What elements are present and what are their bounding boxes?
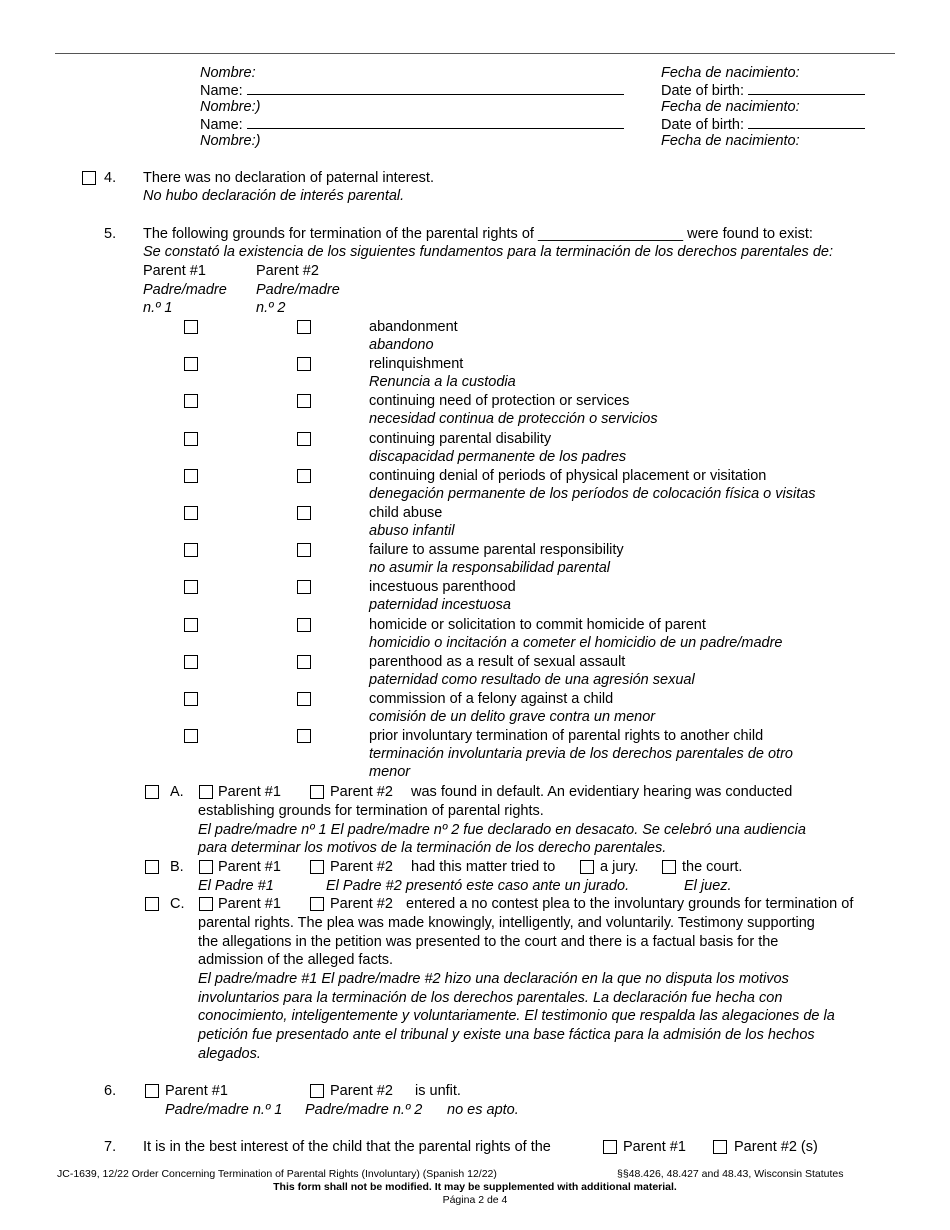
- jury-label: a jury.: [600, 859, 639, 875]
- ground-label-es: denegación permanente de los períodos de colocación física o visitas: [369, 486, 816, 502]
- ground-label: commission of a felony against a child: [369, 691, 614, 707]
- ground-label: prior involuntary termination of parental rights to another child: [369, 728, 764, 744]
- ground-parent2-checkbox[interactable]: [297, 618, 311, 632]
- option-c-text-3: the allegations in the petition was presented to the court and there is a factual basis for the: [198, 934, 779, 950]
- footer-page: Página 2 de 4: [442, 1194, 508, 1206]
- item6-es-p2: Padre/madre n.º 2: [305, 1102, 423, 1118]
- item4-checkbox[interactable]: [82, 171, 96, 185]
- ground-label-es: abandono: [369, 337, 434, 353]
- option-a-parent2-label: Parent #2: [330, 784, 393, 800]
- option-a-text: was found in default. An evidentiary hearing was conducted: [411, 784, 793, 800]
- ground-label: child abuse: [369, 505, 443, 521]
- ground-parent2-checkbox[interactable]: [297, 543, 311, 557]
- footer-form-id: JC-1639, 12/22 Order Concerning Termination of Parental Rights (Involuntary) (Spanish 12/22): [57, 1168, 497, 1180]
- option-c-text-es-3: conocimiento, inteligentemente y voluntariamente. El testimonio que respalda las alegaciones de la: [198, 1008, 835, 1024]
- ground-parent2-checkbox[interactable]: [297, 655, 311, 669]
- option-b-parent2-checkbox[interactable]: [310, 860, 324, 874]
- option-b-es-judge: El juez.: [684, 878, 732, 894]
- ground-label: continuing denial of periods of physical placement or visitation: [369, 468, 767, 484]
- dob-label-2: Date of birth:: [661, 81, 865, 100]
- option-a-parent1-label: Parent #1: [218, 784, 281, 800]
- option-a-checkbox[interactable]: [145, 785, 159, 799]
- item5-text-es: Se constató la existencia de los siguientes fundamentos para la terminación de los derechos parentales de:: [143, 244, 833, 260]
- option-b-es-p2: El Padre #2 presentó este caso ante un jurado.: [326, 878, 630, 894]
- item7-parent2-checkbox[interactable]: [713, 1140, 727, 1154]
- item4-text-es: No hubo declaración de interés parental.: [143, 188, 405, 204]
- ground-label-es: paternidad como resultado de una agresión sexual: [369, 672, 695, 688]
- ground-label-es: abuso infantil: [369, 523, 455, 539]
- ground-label: homicide or solicitation to commit homicide of parent: [369, 617, 706, 633]
- item4-text: There was no declaration of paternal interest.: [143, 170, 434, 186]
- option-a-parent2-checkbox[interactable]: [310, 785, 324, 799]
- option-b-parent1-checkbox[interactable]: [199, 860, 213, 874]
- ground-label: parenthood as a result of sexual assault: [369, 654, 626, 670]
- ground-parent1-checkbox[interactable]: [184, 357, 198, 371]
- ground-parent2-checkbox[interactable]: [297, 394, 311, 408]
- item6-es-text: no es apto.: [447, 1102, 519, 1118]
- option-c-text-es-5: alegados.: [198, 1046, 261, 1062]
- court-label: the court.: [682, 859, 743, 875]
- item6-parent1-checkbox[interactable]: [145, 1084, 159, 1098]
- fecha-label-2: Fecha de nacimiento:: [661, 99, 800, 115]
- option-c-text-es-2: involuntarios para la terminación de los derechos parentales. La declaración fue hecha con: [198, 990, 783, 1006]
- item6-es-p1: Padre/madre n.º 1: [165, 1102, 283, 1118]
- ground-parent1-checkbox[interactable]: [184, 543, 198, 557]
- item6-parent2-label: Parent #2: [330, 1083, 393, 1099]
- col1-header-es-num: n.º 1: [143, 300, 173, 316]
- option-b-checkbox[interactable]: [145, 860, 159, 874]
- col2-header-es-num: n.º 2: [256, 300, 286, 316]
- item6-text: is unfit.: [415, 1083, 461, 1099]
- ground-parent1-checkbox[interactable]: [184, 729, 198, 743]
- ground-label: failure to assume parental responsibility: [369, 542, 624, 558]
- col1-header: Parent #1: [143, 263, 206, 279]
- col2-header-es: Padre/madre: [256, 282, 340, 298]
- jury-checkbox[interactable]: [580, 860, 594, 874]
- footer-statutes: §§48.426, 48.427 and 48.43, Wisconsin Statutes: [617, 1168, 844, 1180]
- option-b-text: had this matter tried to: [411, 859, 556, 875]
- ground-parent1-checkbox[interactable]: [184, 692, 198, 706]
- option-a-text-2: establishing grounds for termination of parental rights.: [198, 803, 544, 819]
- option-c-parent2-checkbox[interactable]: [310, 897, 324, 911]
- name-field-2[interactable]: [247, 81, 624, 95]
- ground-label: relinquishment: [369, 356, 464, 372]
- ground-label-es: no asumir la responsabilidad parental: [369, 560, 611, 576]
- ground-parent1-checkbox[interactable]: [184, 320, 198, 334]
- dob-field-3[interactable]: [748, 115, 865, 129]
- item6-parent1-label: Parent #1: [165, 1083, 228, 1099]
- item6-number: 6.: [104, 1083, 117, 1099]
- option-c-parent1-label: Parent #1: [218, 896, 281, 912]
- option-c-text-es-1: El padre/madre #1 El padre/madre #2 hizo una declaración en la que no disputa los motivos: [198, 971, 789, 987]
- ground-parent2-checkbox[interactable]: [297, 506, 311, 520]
- ground-label-es: comisión de un delito grave contra un menor: [369, 709, 656, 725]
- option-c-text: entered a no contest plea to the involuntary grounds for termination of: [406, 896, 854, 912]
- nombre-label-3: Nombre:): [200, 133, 261, 149]
- item5-text: The following grounds for termination of the parental rights of __________________ were found to exist:: [143, 226, 813, 242]
- ground-label: continuing parental disability: [369, 431, 552, 447]
- item7-parent1-checkbox[interactable]: [603, 1140, 617, 1154]
- option-b-parent2-label: Parent #2: [330, 859, 393, 875]
- option-b-parent1-label: Parent #1: [218, 859, 281, 875]
- ground-label-es: homicidio o incitación a cometer el homicidio de un padre/madre: [369, 635, 783, 651]
- option-c-letter: C.: [170, 896, 185, 912]
- footer-notice: This form shall not be modified. It may be supplemented with additional material.: [273, 1181, 677, 1193]
- fecha-label-1: Fecha de nacimiento:: [661, 65, 800, 81]
- name-label-3: Name:: [200, 115, 624, 134]
- ground-label-es: discapacidad permanente de los padres: [369, 449, 627, 465]
- ground-label-es-cont: menor: [369, 764, 411, 780]
- option-b-letter: B.: [170, 859, 184, 875]
- item7-parent1-label: Parent #1: [623, 1139, 686, 1155]
- ground-label-es: terminación involuntaria previa de los derechos parentales de otro: [369, 746, 793, 762]
- ground-label-es: necesidad continua de protección o servicios: [369, 411, 658, 427]
- ground-parent2-checkbox[interactable]: [297, 580, 311, 594]
- item7-parent2-label: Parent #2 (s): [734, 1139, 818, 1155]
- ground-parent2-checkbox[interactable]: [297, 469, 311, 483]
- option-c-checkbox[interactable]: [145, 897, 159, 911]
- option-c-text-2: parental rights. The plea was made knowingly, intelligently, and voluntarily. Testimony supporting: [198, 915, 815, 931]
- top-rule: [55, 53, 895, 54]
- court-checkbox[interactable]: [662, 860, 676, 874]
- ground-parent2-checkbox[interactable]: [297, 320, 311, 334]
- item5-blank[interactable]: __________________: [537, 226, 684, 242]
- ground-label-es: Renuncia a la custodia: [369, 374, 516, 390]
- option-c-text-es-4: petición fue presentado ante el tribunal y existe una base fáctica para la admisión de los hechos: [198, 1027, 815, 1043]
- ground-parent1-checkbox[interactable]: [184, 432, 198, 446]
- ground-parent1-checkbox[interactable]: [184, 618, 198, 632]
- option-a-parent1-checkbox[interactable]: [199, 785, 213, 799]
- ground-label-es: paternidad incestuosa: [369, 597, 511, 613]
- option-a-letter: A.: [170, 784, 184, 800]
- dob-field-2[interactable]: [748, 81, 865, 95]
- option-a-text-es: El padre/madre nº 1 El padre/madre nº 2 fue declarado en desacato. Se celebró una audiencia: [198, 822, 806, 838]
- ground-label: incestuous parenthood: [369, 579, 516, 595]
- option-a-text-es-2: para determinar los motivos de la terminación de los derecho parentales.: [198, 840, 667, 856]
- item4-number: 4.: [104, 170, 117, 186]
- name-label-2: Name:: [200, 81, 624, 100]
- ground-parent1-checkbox[interactable]: [184, 580, 198, 594]
- ground-parent2-checkbox[interactable]: [297, 692, 311, 706]
- item7-text: It is in the best interest of the child that the parental rights of the: [143, 1139, 551, 1155]
- option-c-text-4: admission of the alleged facts.: [198, 952, 394, 968]
- nombre-label-1: Nombre:: [200, 65, 256, 81]
- dob-label-3: Date of birth:: [661, 115, 865, 134]
- option-c-parent1-checkbox[interactable]: [199, 897, 213, 911]
- col1-header-es: Padre/madre: [143, 282, 227, 298]
- option-c-parent2-label: Parent #2: [330, 896, 393, 912]
- nombre-label-2: Nombre:): [200, 99, 261, 115]
- item7-number: 7.: [104, 1139, 117, 1155]
- item5-number: 5.: [104, 226, 117, 242]
- ground-parent2-checkbox[interactable]: [297, 357, 311, 371]
- col2-header: Parent #2: [256, 263, 319, 279]
- ground-label: abandonment: [369, 319, 458, 335]
- name-field-3[interactable]: [247, 115, 624, 129]
- fecha-label-3: Fecha de nacimiento:: [661, 133, 800, 149]
- ground-parent1-checkbox[interactable]: [184, 655, 198, 669]
- option-b-es-p1: El Padre #1: [198, 878, 274, 894]
- item6-parent2-checkbox[interactable]: [310, 1084, 324, 1098]
- ground-label: continuing need of protection or services: [369, 393, 630, 409]
- ground-parent2-checkbox[interactable]: [297, 432, 311, 446]
- ground-parent1-checkbox[interactable]: [184, 394, 198, 408]
- ground-parent1-checkbox[interactable]: [184, 506, 198, 520]
- ground-parent1-checkbox[interactable]: [184, 469, 198, 483]
- ground-parent2-checkbox[interactable]: [297, 729, 311, 743]
